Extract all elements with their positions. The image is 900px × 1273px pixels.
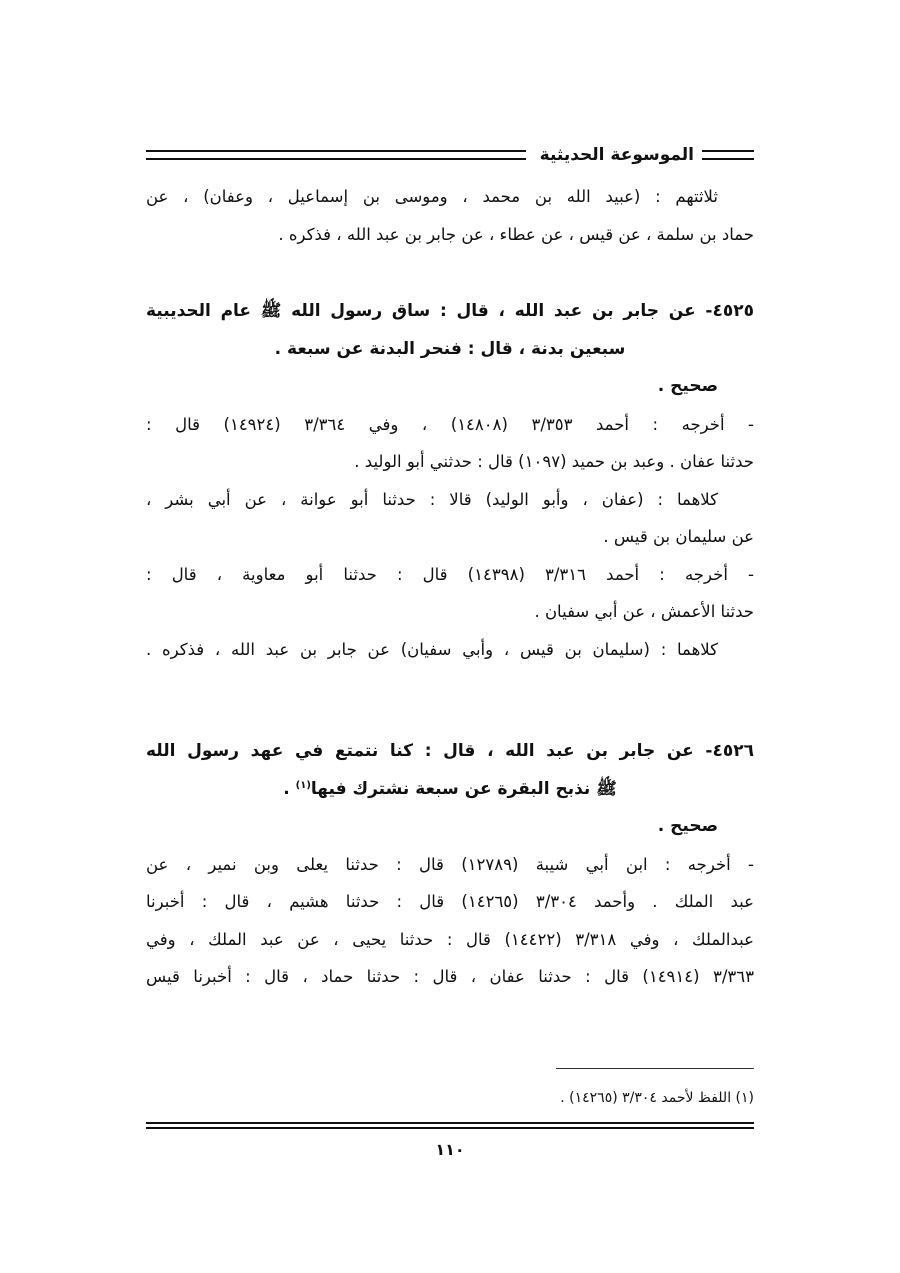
takhrij-line: - أخرجه : أحمد ٣/٣١٦ (١٤٣٩٨) قال : حدثنا أبو معاوية ، قال :	[146, 564, 754, 584]
takhrij-line: ٣/٣٦٣ (١٤٩١٤) قال : حدثنا عفان ، قال : حدثنا حماد ، قال : أخبرنا قيس	[146, 967, 754, 986]
hadith-grade: صحيح .	[657, 816, 718, 836]
takhrij-line: حدثنا الأعمش ، عن أبي سفيان .	[534, 602, 754, 621]
hadith-text-fragment: ﷺ نذبح البقرة عن سبعة نشترك فيها	[310, 778, 617, 799]
hadith-grade: صحيح .	[657, 376, 718, 396]
hadith-text-line: ٤٥٢٦- عن جابر بن عبد الله ، قال : كنا نتمتع في عهد رسول الله	[146, 741, 754, 761]
footnote-reference[interactable]: (١)	[295, 779, 311, 791]
hadith-text-line: ٤٥٢٥- عن جابر بن عبد الله ، قال : ساق رسول الله ﷺ عام الحديبية	[146, 301, 754, 321]
running-header-title: الموسوعة الحديثية	[539, 145, 694, 165]
hadith-4526	[146, 733, 754, 996]
bottom-rule	[146, 1122, 754, 1129]
takhrij-line: حدثنا عفان . وعبد بن حميد (١٠٩٧) قال : حدثني أبو الوليد .	[354, 452, 754, 471]
running-header	[146, 141, 754, 169]
takhrij-line: - أخرجه : ابن أبي شيبة (١٢٧٨٩) قال : حدثنا يعلى وبن نمير ، عن	[146, 854, 754, 874]
book-page	[146, 0, 754, 1273]
hadith-4525	[146, 293, 754, 668]
footnote: (١) اللفظ لأحمد ٣/٣٠٤ (١٤٢٦٥) .	[560, 1090, 754, 1106]
footnote-separator	[556, 1068, 754, 1069]
takhrij-line: كلاهما : (سليمان بن قيس ، وأبي سفيان) عن جابر بن عبد الله ، فذكره .	[146, 639, 718, 659]
text-line: ثلاثتهم : (عبيد الله بن محمد ، وموسى بن إسماعيل ، وعفان) ، عن	[146, 187, 718, 206]
takhrij-line: عبدالملك ، وفي ٣/٣١٨ (١٤٤٢٢) قال : حدثنا يحيى ، عن عبد الملك ، وفي	[146, 929, 754, 949]
header-rule-left	[146, 150, 526, 160]
page-number: ١١٠	[435, 1140, 465, 1159]
takhrij-line: كلاهما : (عفان ، وأبو الوليد) قالا : حدثنا أبو عوانة ، عن أبي بشر ،	[146, 489, 718, 509]
takhrij-line: عن سليمان بن قيس .	[603, 527, 754, 546]
hadith-text-line: سبعين بدنة ، قال : فنحر البدنة عن سبعة .	[274, 338, 626, 359]
takhrij-line: - أخرجه : أحمد ٣/٣٥٣ (١٤٨٠٨) ، وفي ٣/٣٦٤ (١٤٩٢٤) قال :	[146, 414, 755, 434]
hadith-text-fragment: .	[283, 778, 296, 799]
continuation-paragraph	[146, 178, 754, 253]
hadith-text-line	[146, 771, 754, 809]
takhrij-line: عبد الملك . وأحمد ٣/٣٠٤ (١٤٢٦٥) قال : حدثنا هشيم ، قال : أخبرنا	[146, 892, 754, 911]
text-line: حماد بن سلمة ، عن قيس ، عن عطاء ، عن جابر بن عبد الله ، فذكره .	[278, 224, 754, 244]
header-rule-right	[702, 150, 754, 160]
